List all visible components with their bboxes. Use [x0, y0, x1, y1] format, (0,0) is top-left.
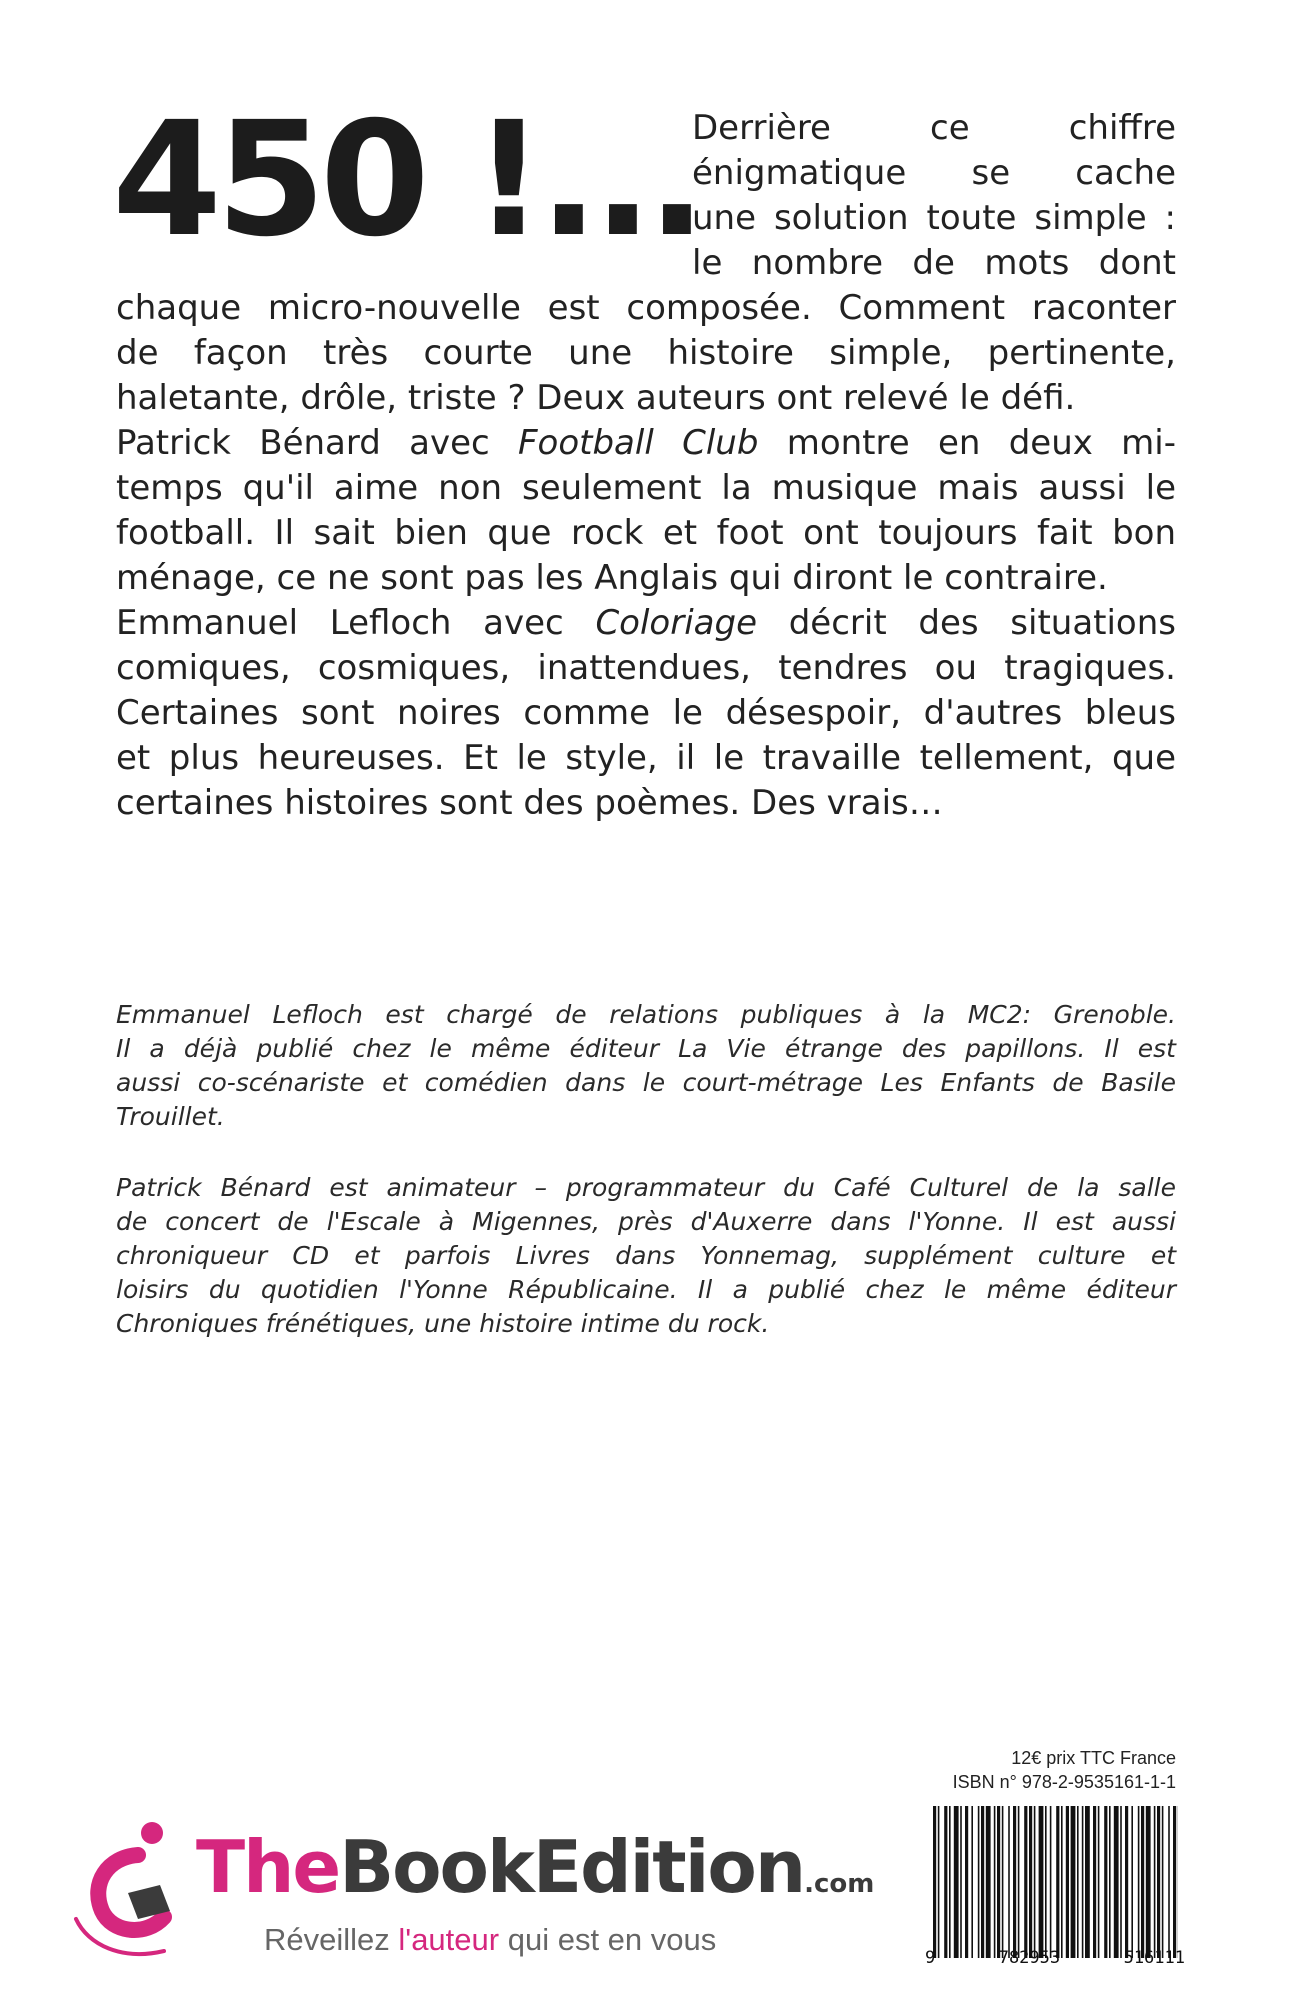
barcode-bar: [1125, 1806, 1128, 1958]
bio-line: de concert de l'Escale à Migennes, près d'Auxerre dans l'Yonne. Il est aussi: [116, 1207, 1176, 1236]
barcode-bar: [1104, 1806, 1107, 1958]
barcode-bar: [1050, 1806, 1052, 1958]
intro-line: énigmatique se cache: [692, 153, 1176, 193]
barcode-bar: [1024, 1806, 1027, 1958]
barcode-digit-group: 782953: [998, 1948, 1061, 1968]
barcode-bar: [1154, 1806, 1156, 1958]
publisher-mark-icon: [68, 1815, 208, 1965]
barcode-digit-group: 9: [925, 1948, 936, 1968]
barcode-bar: [1034, 1806, 1036, 1958]
barcode-bar: [1093, 1806, 1096, 1958]
barcode-bar: [1082, 1806, 1084, 1958]
price-text: 12€ prix TTC France: [1011, 1748, 1176, 1768]
barcode-bar: [1045, 1806, 1047, 1958]
barcode-bar: [1109, 1806, 1111, 1958]
barcode-bar: [933, 1806, 936, 1958]
barcode-bar: [1061, 1806, 1063, 1958]
bio-line: Trouillet.: [116, 1102, 225, 1131]
body-line: certaines histoires sont des poèmes. Des vrais…: [116, 783, 943, 823]
barcode-bar: [1077, 1806, 1079, 1958]
barcode-bar: [994, 1806, 996, 1958]
barcode-bar: [1018, 1806, 1020, 1958]
barcode-bar: [1029, 1806, 1032, 1958]
barcode-bar: [981, 1806, 984, 1958]
barcode-bar: [944, 1806, 947, 1958]
body-line: ménage, ce ne sont pas les Anglais qui diront le contraire.: [116, 558, 1108, 598]
publisher-name: TheBookEdition.com: [196, 1825, 875, 1909]
body-line-coloriage: Emmanuel Lefloch avec Coloriage décrit des situations: [116, 603, 1176, 643]
barcode-bar: [1066, 1806, 1069, 1958]
barcode-bar: [1131, 1806, 1133, 1958]
barcode-bar: [1146, 1806, 1151, 1958]
body-line: chaque micro-nouvelle est composée. Comment raconter: [116, 288, 1176, 328]
barcode-bar: [1141, 1806, 1144, 1958]
synopsis-paragraph: [116, 286, 1176, 826]
book-title-coloriage: Coloriage: [595, 603, 757, 643]
intro-line: Derrière ce chiffre: [692, 108, 1176, 148]
bio-line: Il a déjà publié chez le même éditeur La Vie étrange des papillons. Il est: [116, 1034, 1176, 1063]
body-line: haletante, drôle, triste ? Deux auteurs ont relevé le défi.: [116, 378, 1076, 418]
body-line: comiques, cosmiques, inattendues, tendres ou tragiques.: [116, 648, 1176, 688]
bio-line: aussi co-scénariste et comédien dans le court-métrage Les Enfants de Basile: [116, 1068, 1176, 1097]
bio-line: Chroniques frénétiques, une histoire intime du rock.: [116, 1309, 770, 1338]
body-line: temps qu'il aime non seulement la musique mais aussi le: [116, 468, 1176, 508]
barcode-bar: [965, 1806, 968, 1958]
barcode-bar: [1098, 1806, 1100, 1958]
bio-line: Patrick Bénard est animateur – programmateur du Café Culturel de la salle: [116, 1173, 1176, 1202]
barcode-bar: [1162, 1806, 1164, 1958]
barcode-digit-group: 516111: [1123, 1948, 1185, 1968]
intro-line: le nombre de mots dont: [692, 243, 1176, 283]
barcode-bar: [997, 1806, 1000, 1958]
barcode-digits: [925, 1948, 1185, 1968]
barcode-bar: [1173, 1806, 1176, 1958]
bio-line: Emmanuel Lefloch est chargé de relations publiques à la MC2: Grenoble.: [116, 1000, 1176, 1029]
body-line: football. Il sait bien que rock et foot ont toujours fait bon: [116, 513, 1176, 553]
barcode-bar: [978, 1806, 980, 1958]
barcode-bar: [1085, 1806, 1090, 1958]
price-block: [953, 1746, 1176, 1794]
publisher-tagline: Réveillez l'auteur qui est en vous: [264, 1922, 717, 1957]
barcode-bar: [1168, 1806, 1170, 1958]
barcode-bar: [1138, 1806, 1140, 1958]
barcode-bar: [949, 1806, 951, 1958]
barcode-bar: [1002, 1806, 1004, 1958]
headline-450: 450 !...: [112, 88, 701, 272]
barcode-bar: [1114, 1806, 1119, 1958]
barcode-bar: [986, 1806, 991, 1958]
body-line-football-club: Patrick Bénard avec Football Club montre en deux mi-: [116, 423, 1176, 463]
body-line: et plus heureuses. Et le style, il le travaille tellement, que: [116, 738, 1176, 778]
barcode-bar: [1056, 1806, 1059, 1958]
author-bio-lefloch: [116, 998, 1176, 1134]
barcode-bar: [938, 1806, 940, 1958]
intro-paragraph: [692, 106, 1176, 286]
barcode-bar: [1013, 1806, 1016, 1958]
barcode-bar: [1039, 1806, 1044, 1958]
barcode-bar: [1120, 1806, 1122, 1958]
bio-line: loisirs du quotidien l'Yonne Républicaine. Il a publié chez le même éditeur: [116, 1275, 1176, 1304]
body-line: Certaines sont noires comme le désespoir, d'autres bleus: [116, 693, 1176, 733]
barcode-icon: [933, 1806, 1178, 1958]
barcode-bar: [954, 1806, 959, 1958]
intro-line: une solution toute simple :: [692, 198, 1176, 238]
bio-line: chroniqueur CD et parfois Livres dans Yonnemag, supplément culture et: [116, 1241, 1176, 1270]
isbn-text: ISBN n° 978-2-9535161-1-1: [952, 1772, 1176, 1792]
barcode-bar: [960, 1806, 962, 1958]
barcode-bar: [1071, 1806, 1076, 1958]
body-line: de façon très courte une histoire simple, pertinente,: [116, 333, 1176, 373]
author-bio-benard: [116, 1171, 1176, 1341]
barcode-bar: [971, 1806, 973, 1958]
barcode-bar: [1157, 1806, 1160, 1958]
barcode-bar: [1008, 1806, 1010, 1958]
book-title-football-club: Football Club: [517, 423, 759, 463]
